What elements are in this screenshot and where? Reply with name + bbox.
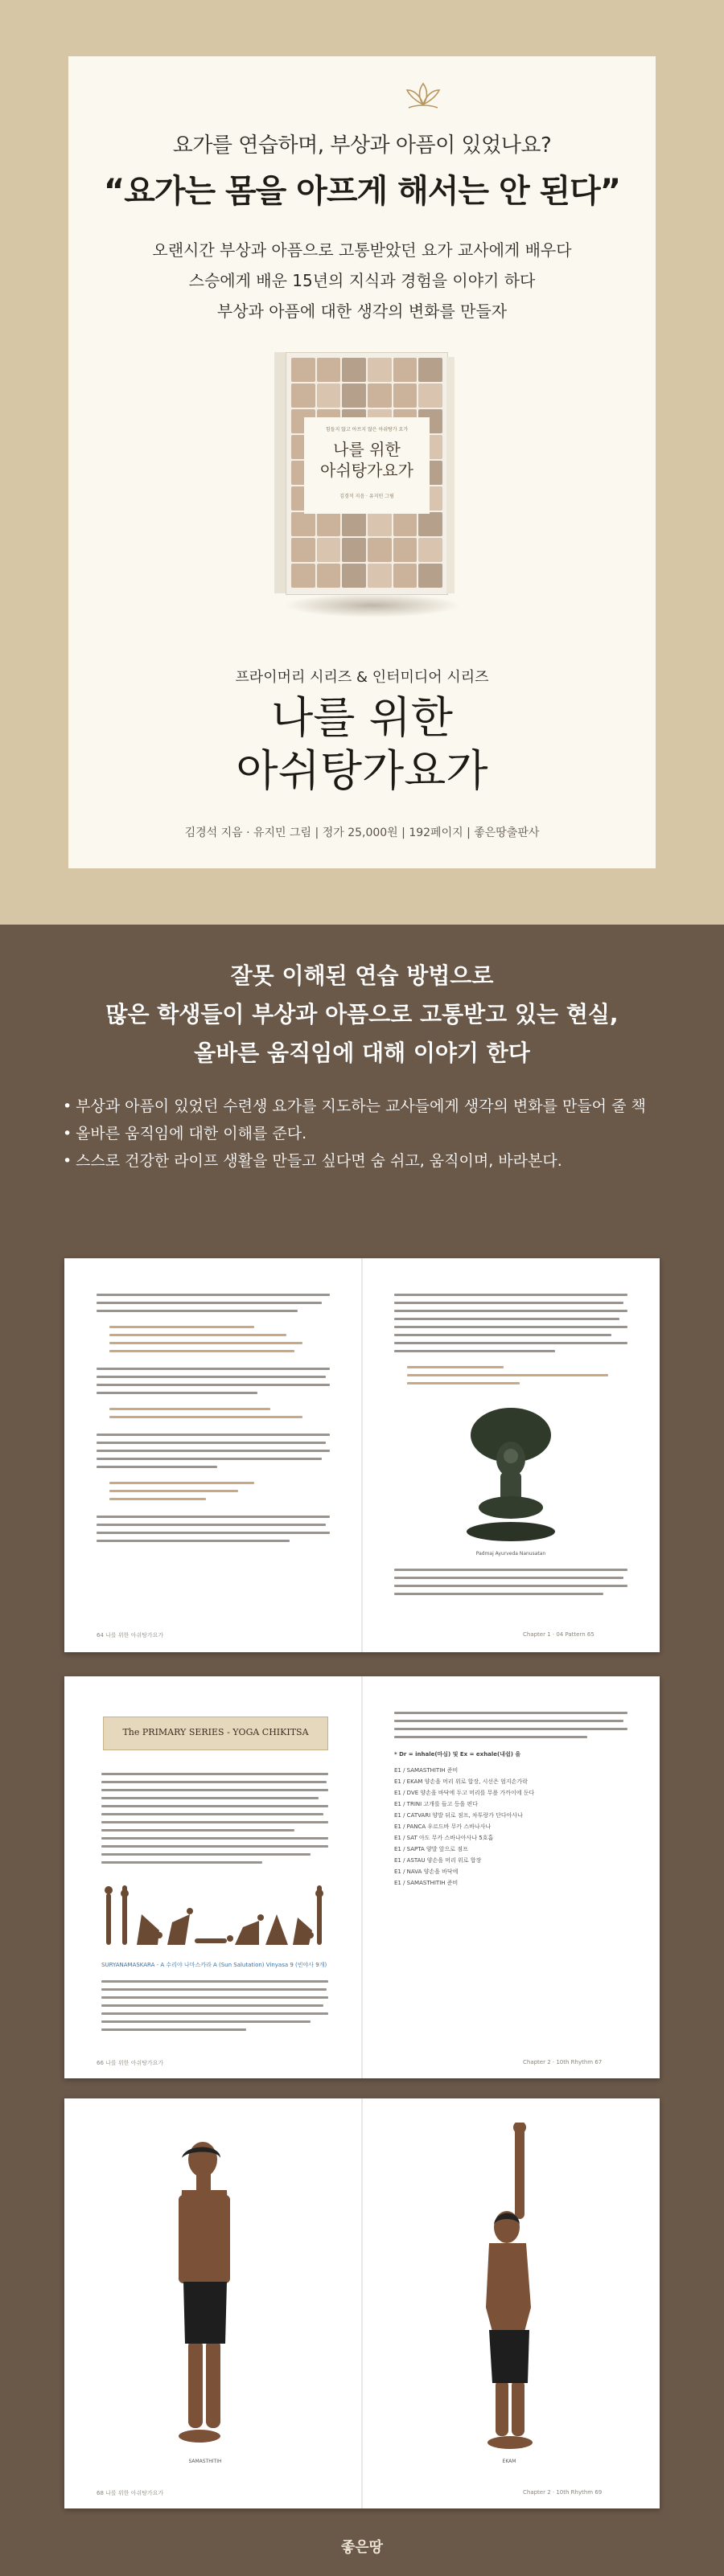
spread-1-left-page xyxy=(64,1258,362,1652)
cover-title-box xyxy=(304,417,430,514)
hero-lines xyxy=(68,235,656,326)
intro-heading: 잘못 이해된 연습 방법으로 많은 학생들이 부상과 아픔으로 고통받고 있는 현실, 올바른 움직임에 대해 이야기 한다 xyxy=(105,962,619,1066)
hero-card xyxy=(68,56,656,868)
spread-1-right-page xyxy=(362,1258,660,1652)
hero-section xyxy=(0,0,724,925)
cover-subtitle: 힘들지 않고 아프지 않은 아쉬탕가 요가 xyxy=(325,427,409,433)
spread-2-left-page xyxy=(64,1676,362,2078)
book-front xyxy=(286,352,448,595)
asana-list-item: E1 / EKAM 양손을 머리 위로 합장, 시선은 엄지손가락 xyxy=(394,1778,528,1785)
page-footer: 64 나를 위한 아쉬탕가요가 xyxy=(97,1632,164,1639)
bullet-item: • 올바른 움직임에 대한 이해를 준다. xyxy=(63,1121,674,1146)
spread-3-right-page xyxy=(362,2098,660,2508)
page-footer: Chapter 2 · 10th Rhythm 69 xyxy=(523,2489,603,2496)
sequence-caption: SURYANAMASKARA - A 수리야 나마스카라 A (Sun Salutation) Vinyasa 9 (빈야사 9개) xyxy=(101,1962,327,1968)
figure-caption: Padmaj Ayurveda Nanusatan xyxy=(475,1551,546,1557)
book-info: 김경석 지음 · 유지민 그림 | 정가 25,000원 | 192페이지 | 좋은땅출판사 xyxy=(184,827,540,839)
publisher-logo: 좋은땅 xyxy=(340,2539,384,2556)
series-label: 프라이머리 시리즈 & 인터미디어 시리즈 xyxy=(235,669,489,686)
book-spread-1 xyxy=(64,1258,660,1652)
intro-section xyxy=(0,925,724,2576)
breathing-heading: * Dr = inhale(마심) 및 Ex = exhale(내쉼) 을 xyxy=(394,1751,521,1758)
asana-list-item: E1 / TRINI 고개를 들고 등을 편다 xyxy=(394,1801,478,1807)
hero-line: 오랜시간 부상과 아픔으로 고통받았던 요가 교사에게 배우다 xyxy=(152,240,572,260)
spread-3-left-page xyxy=(64,2098,362,2508)
asana-list-item: E1 / NAVA 양손을 바닥에 xyxy=(394,1868,459,1875)
spread-2-right-page xyxy=(362,1676,660,2078)
cover-author: 김경석 지음 · 유지민 그림 xyxy=(339,494,394,499)
hero-line: 스승에게 배운 15년의 지식과 경험을 이야기 하다 xyxy=(188,271,536,290)
book-title: 나를 위한 아쉬탕가요가 xyxy=(236,692,488,796)
page-footer: 66 나를 위한 아쉬탕가요가 xyxy=(97,2060,164,2066)
cover-title: 나를 위한 아쉬탕가요가 xyxy=(320,440,413,480)
book-spread-2 xyxy=(64,1676,660,2078)
asana-list-item: E1 / PANCA 우르드바 무카 스바나사나 xyxy=(394,1823,492,1830)
ekam-figure xyxy=(457,2123,562,2452)
book-spread-3 xyxy=(64,2098,660,2508)
primary-series-banner: The PRIMARY SERIES - YOGA CHIKITSA xyxy=(103,1717,328,1750)
hero-line: 부상과 아픔에 대한 생각의 변화를 만들자 xyxy=(216,301,508,321)
bullet-item: • 스스로 건강한 라이프 생활을 만들고 싶다면 숨 쉬고, 움직이며, 바라본다. xyxy=(63,1148,674,1174)
asana-list-item: E1 / DVE 양손을 바닥에 두고 머리를 무릎 가까이에 둔다 xyxy=(394,1790,535,1796)
hero-question: 요가를 연습하며, 부상과 아픔이 있었나요? xyxy=(172,133,552,158)
figure-caption-right: EKAM xyxy=(502,2459,516,2464)
samasthitih-figure xyxy=(153,2139,257,2452)
hero-headline: “요가는 몸을 아프게 해서는 안 된다” xyxy=(103,173,621,210)
asana-list-item: E1 / ASTAU 양손을 머리 위로 합장 xyxy=(394,1857,482,1864)
asana-list-item: E1 / CATVARI 양발 뒤로 점프, 차투랑가 단다아사나 xyxy=(394,1812,523,1819)
asana-list-item: E1 / SAMASTHITIH 준비 xyxy=(394,1880,459,1886)
lotus-icon xyxy=(401,80,446,113)
sun-salutation-sequence-figure xyxy=(101,1882,328,1955)
page-footer: 68 나를 위한 아쉬탕가요가 xyxy=(97,2490,164,2496)
book-spine xyxy=(274,352,286,593)
book-cover-image xyxy=(274,352,458,617)
deity-statue-figure xyxy=(459,1403,563,1548)
page-footer: Chapter 2 · 10th Rhythm 67 xyxy=(523,2059,603,2065)
asana-list-item: E1 / SAT 아도 무카 스바나아사나 5호흡 xyxy=(394,1835,494,1841)
asana-list-item: E1 / SAMASTHITIH 준비 xyxy=(394,1767,459,1774)
bullet-item: • 부상과 아픔이 있었던 수련생 요가를 지도하는 교사들에게 생각의 변화를 만들어 줄 책 xyxy=(63,1093,674,1119)
page-footer: Chapter 1 · 04 Pattern 65 xyxy=(523,1631,594,1638)
intro-bullets xyxy=(63,1093,674,1175)
figure-caption-left: SAMASTHITIH xyxy=(188,2459,222,2464)
asana-list-item: E1 / SAPTA 양발 앞으로 점프 xyxy=(394,1846,468,1852)
